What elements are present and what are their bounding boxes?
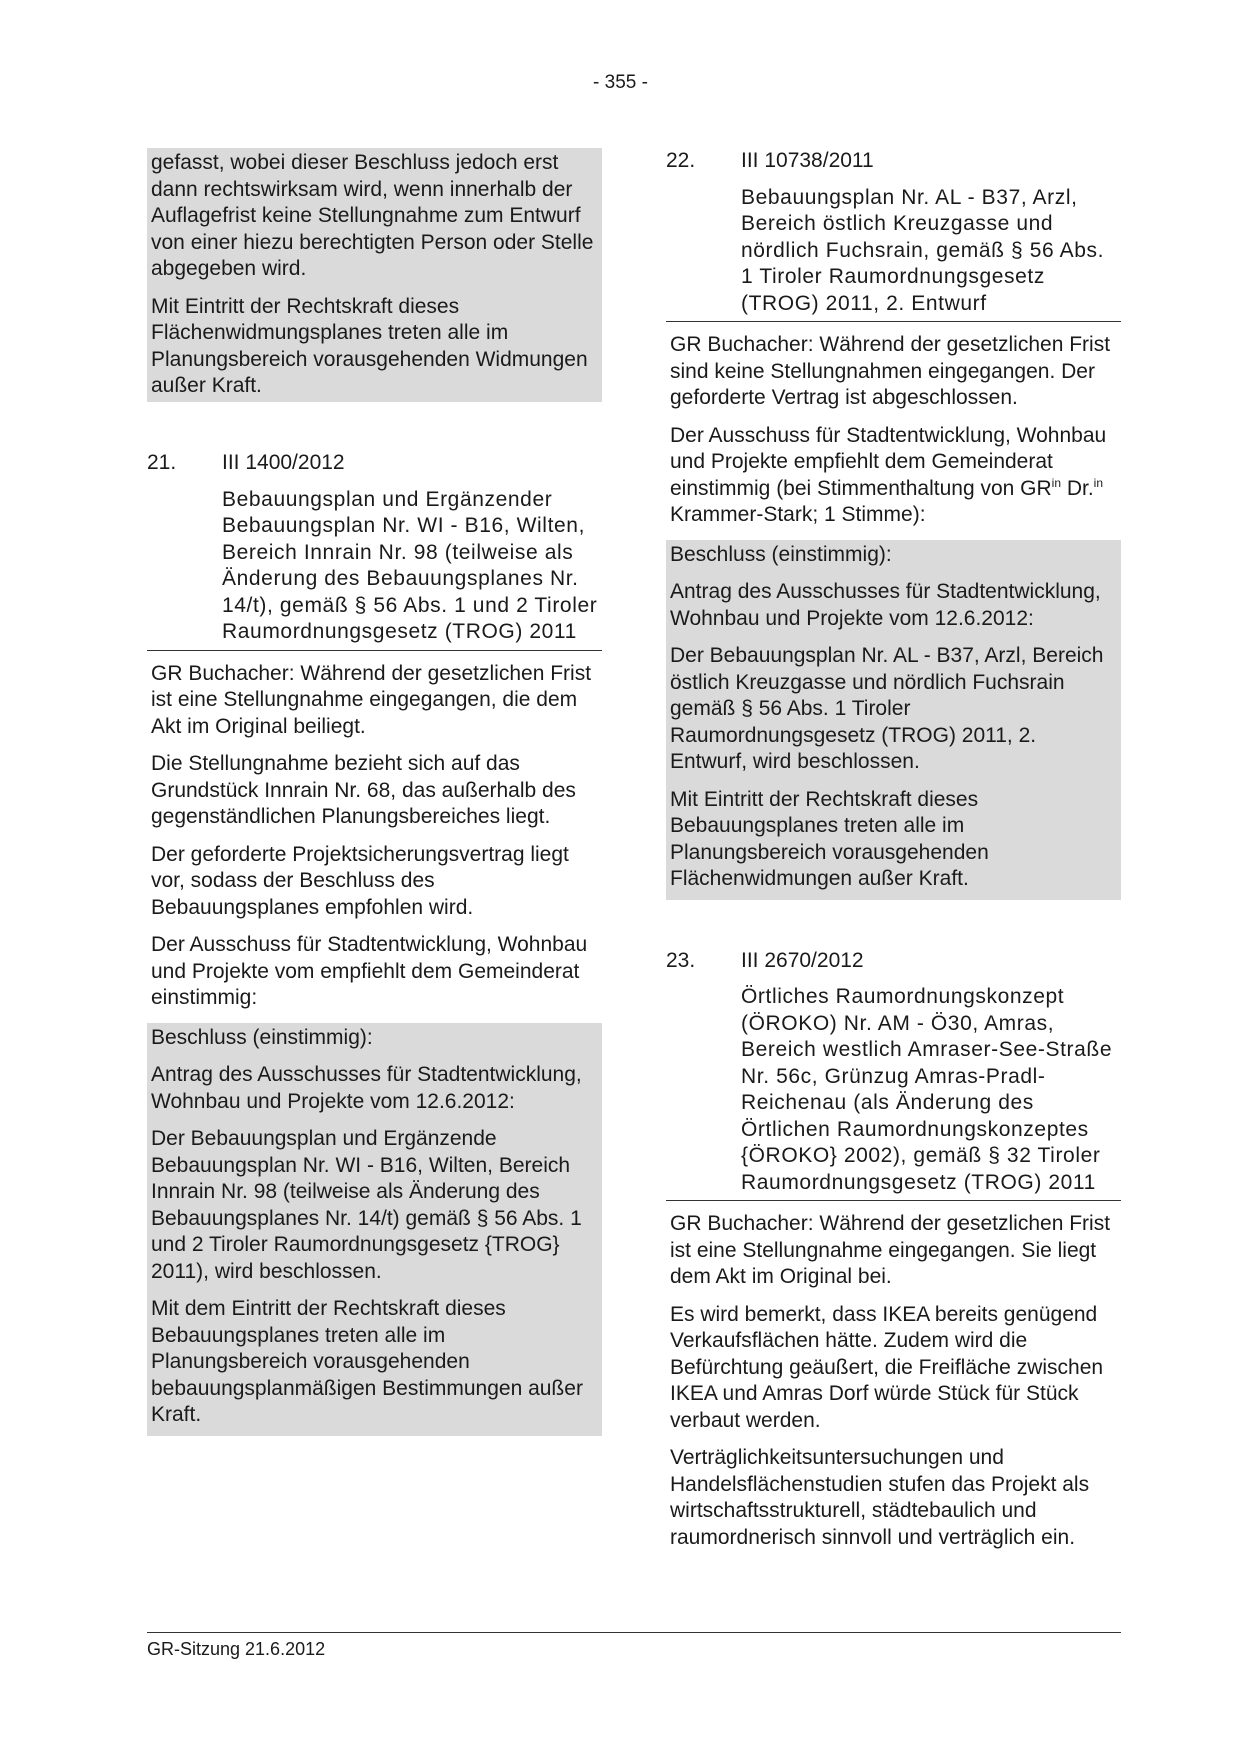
agenda-item-21-header: [147, 450, 602, 477]
paragraph: GR Buchacher: Während der gesetzlichen Frist ist eine Stellungnahme eingegangen, die dem Akt im Original beiliegt.: [151, 661, 592, 738]
paragraph: Der geforderte Projektsicherungsvertrag liegt vor, sodass der Beschluss des Bebauungsplanes empfohlen wird.: [151, 842, 569, 919]
paragraph: GR Buchacher: Während der gesetzlichen Frist sind keine Stellungnahmen eingegangen. Der geforderte Vertrag ist abgeschlossen.: [670, 333, 1111, 409]
paragraph: Mit Eintritt der Rechtskraft dieses Flächenwidmungsplanes treten alle im Planungsbereich vorausgehenden Widmungen außer Kraft.: [151, 294, 588, 397]
page-footer: GR-Sitzung 21.6.2012: [147, 1632, 1121, 1660]
paragraph: Es wird bemerkt, dass IKEA bereits genügend Verkaufsflächen hätte. Zudem wird die Befürchtung geäußert, die Freifläche zwischen IKEA und Amras Dorf würde Stück für Stück verbaut werden.: [670, 1302, 1104, 1432]
left-column: [147, 148, 602, 1436]
item-number: 21.: [147, 451, 177, 474]
paragraph: Der Bebauungsplan Nr. AL - B37, Arzl, Bereich östlich Kreuzgasse und nördlich Fuchsrain gemäß § 56 Abs. 1 Tiroler Raumordnungsgesetz (TROG) 2011, 2. Entwurf, wird beschlossen.: [670, 644, 1104, 773]
item-reference: III 2670/2012: [741, 948, 864, 972]
paragraph: Mit Eintritt der Rechtskraft dieses Bebauungsplanes treten alle im Planungsbereich vorausgehenden Flächenwidmungen außer Kraft.: [670, 787, 989, 890]
paragraph: GR Buchacher: Während der gesetzlichen Frist ist eine Stellungnahme eingegangen. Sie liegt dem Akt im Original bei.: [670, 1212, 1111, 1288]
paragraph: Antrag des Ausschusses für Stadtentwicklung, Wohnbau und Projekte vom 12.6.2012:: [670, 580, 1101, 630]
paragraph: Der Ausschuss für Stadtentwicklung, Wohnbau und Projekte vom empfiehlt dem Gemeinderat einstimmig:: [151, 933, 588, 1009]
item-reference: III 1400/2012: [222, 451, 345, 474]
resolution-box-21: [147, 1023, 602, 1436]
resolution-label: Beschluss (einstimmig):: [670, 542, 892, 566]
resolution-box-22: [666, 540, 1121, 900]
paragraph: Mit dem Eintritt der Rechtskraft dieses Bebauungsplanes treten alle im Planungsbereich vorausgehenden bebauungsplanmäßigen Bestimmungen außer Kraft.: [151, 1297, 583, 1426]
paragraph: Die Stellungnahme bezieht sich auf das Grundstück Innrain Nr. 68, das außerhalb des gegenständlichen Planungsbereiches liegt.: [151, 752, 576, 828]
agenda-item-23-header: [666, 948, 1121, 975]
committee-paragraph: Der Ausschuss für Stadtentwicklung, Wohnbau und Projekte empfiehlt dem Gemeinderat einstimmig (bei Stimmenthaltung von $GR^{in}$ Dr.$^{in}$ Krammer-Stark; 1 Stimme):: [670, 423, 1107, 526]
agenda-item-22-header: [666, 148, 1121, 175]
item-number: 23.: [666, 948, 696, 972]
paragraph: Antrag des Ausschusses für Stadtentwicklung, Wohnbau und Projekte vom 12.6.2012:: [151, 1063, 582, 1113]
item-reference: III 10738/2011: [741, 149, 874, 172]
resolution-box-20: [147, 148, 602, 402]
resolution-label: Beschluss (einstimmig):: [151, 1025, 373, 1049]
agenda-item-21-title: Bebauungsplan und Ergänzender Bebauungsplan Nr. WI - B16, Wilten, Bereich Innrain Nr. 98 (teilweise als Änderung des Bebauungsplanes Nr. 14/t), gemäß § 56 Abs. 1 und 2 Tiroler Raumordnungsgesetz (TROG) 2011: [147, 487, 602, 651]
paragraph: Verträglichkeitsuntersuchungen und Handelsflächenstudien stufen das Projekt als wirtschaftsstrukturell, städtebaulich und raumordnerisch sinnvoll und verträglich ein.: [670, 1446, 1090, 1549]
agenda-item-23-title: Örtliches Raumordnungskonzept (ÖROKO) Nr. AM - Ö30, Amras, Bereich westlich Amraser-See-Straße Nr. 56c, Grünzug Amras-Pradl-Reichenau (als Änderung des Örtlichen Raumordnungskonzeptes {ÖROKO} 2002), gemäß § 32 Tiroler Raumordnungsgesetz (TROG) 2011: [666, 984, 1121, 1201]
page-number: - 355 -: [593, 72, 648, 93]
paragraph: Der Bebauungsplan und Ergänzende Bebauungsplan Nr. WI - B16, Wilten, Bereich Innrain Nr. 98 (teilweise als Änderung des Bebauungsplanes Nr. 14/t) gemäß § 56 Abs. 1 und 2 Tiroler Raumordnungsgesetz {TROG} 2011), wird beschlossen.: [151, 1127, 582, 1283]
agenda-item-22-title: Bebauungsplan Nr. AL - B37, Arzl, Bereich östlich Kreuzgasse und nördlich Fuchsrain, gemäß § 56 Abs. 1 Tiroler Raumordnungsgesetz (TROG) 2011, 2. Entwurf: [666, 185, 1121, 323]
paragraph: gefasst, wobei dieser Beschluss jedoch erst dann rechtswirksam wird, wenn innerhalb der Auflagefrist keine Stellungnahme zum Entwurf von einer hiezu berechtigten Person oder Stelle abgegeben wird.: [151, 151, 594, 280]
right-column: [666, 148, 1121, 1562]
item-number: 22.: [666, 149, 696, 172]
